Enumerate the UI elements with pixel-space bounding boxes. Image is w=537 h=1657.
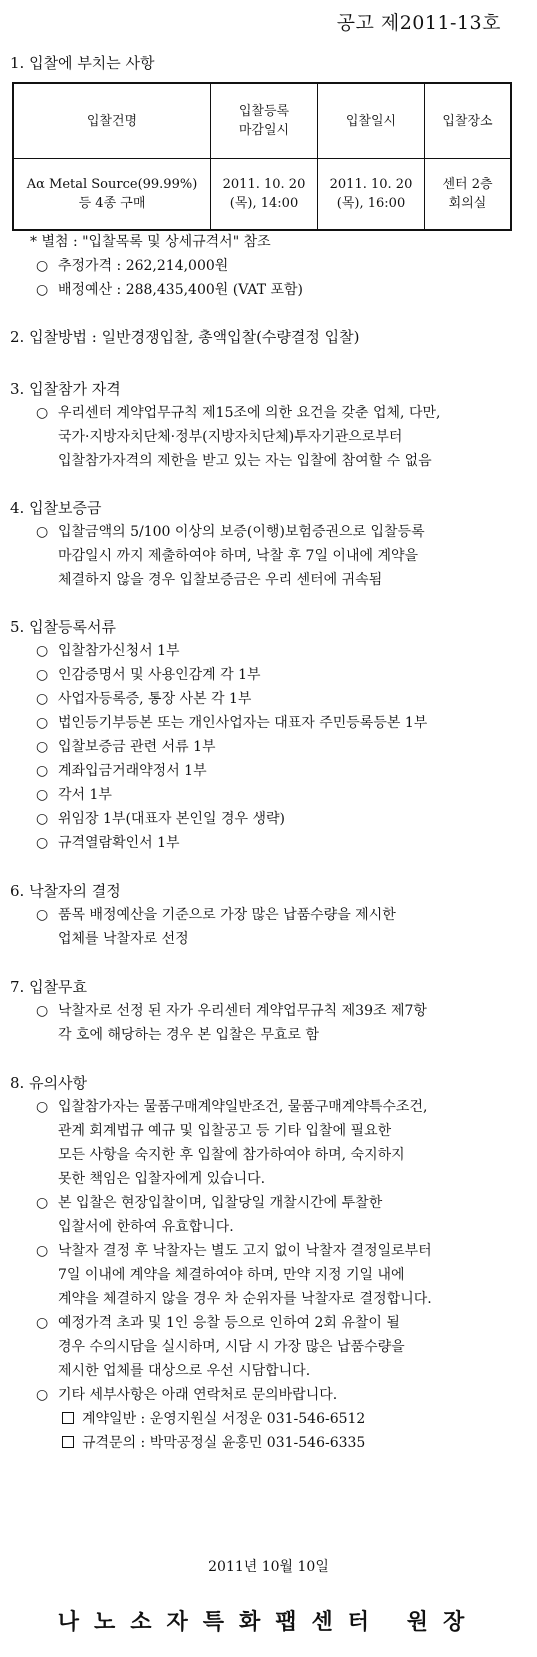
list-item-text: 입찰참가신청서 1부 bbox=[58, 643, 180, 659]
bullet-circle-icon: ○ bbox=[36, 739, 49, 755]
bullet-circle-icon: ○ bbox=[36, 1243, 49, 1259]
list-item-continuation: 7일 이내에 계약을 체결하여야 하며, 만약 지정 기일 내에 bbox=[58, 1267, 405, 1283]
header-item-name bbox=[13, 83, 211, 159]
list-item-continuation: 마감일시 까지 제출하여야 하며, 낙찰 후 7일 이내에 계약을 bbox=[58, 548, 419, 564]
section-6-title: 6. 낙찰자의 결정 bbox=[10, 882, 121, 900]
list-item bbox=[36, 784, 112, 804]
list-item-text: 본 입찰은 현장입찰이며, 입찰당일 개찰시간에 투찰한 bbox=[58, 1195, 383, 1211]
list-item-text: 낙찰자 결정 후 낙찰자는 별도 고지 없이 낙찰자 결정일로부터 bbox=[58, 1243, 432, 1259]
list-item-text: 법인등기부등본 또는 개인사업자는 대표자 주민등록등본 1부 bbox=[58, 715, 428, 731]
bullet-circle-icon: ○ bbox=[36, 811, 49, 827]
bullet-circle-icon: ○ bbox=[36, 405, 49, 421]
header-registration-deadline bbox=[211, 83, 318, 159]
bullet-circle-icon: ○ bbox=[36, 907, 49, 923]
list-item-continuation: 제시한 업체를 대상으로 우선 시담합니다. bbox=[58, 1363, 311, 1379]
organization-signature: 나노소자특화팹센터 원장 bbox=[57, 1609, 480, 1635]
bullet-circle-icon: ○ bbox=[36, 258, 49, 274]
section-3-title: 3. 입찰참가 자격 bbox=[10, 380, 121, 398]
list-item-text: 계좌입금거래약정서 1부 bbox=[58, 763, 207, 779]
bullet-circle-icon: ○ bbox=[36, 1195, 49, 1211]
cell-bid-place bbox=[425, 159, 512, 231]
table-row bbox=[13, 159, 511, 231]
estimated-price: 추정가격 : 262,214,000원 bbox=[58, 258, 229, 274]
list-item-continuation: 입찰서에 한하여 유효합니다. bbox=[58, 1219, 234, 1235]
list-item-text: 입찰금액의 5/100 이상의 보증(이행)보험증권으로 입찰등록 bbox=[58, 524, 425, 540]
cell-text: Aα Metal Source(99.99%) 등 4종 구매 bbox=[26, 177, 198, 211]
list-item-continuation: 관계 회계법규 예규 및 입찰공고 등 기타 입찰에 필요한 bbox=[58, 1123, 392, 1139]
bullet-circle-icon: ○ bbox=[36, 1003, 49, 1019]
list-item-continuation: 체결하지 않을 경우 입찰보증금은 우리 센터에 귀속됨 bbox=[58, 572, 383, 588]
list-item-text: 기타 세부사항은 아래 연락처로 문의바랍니다. bbox=[58, 1387, 338, 1403]
list-item bbox=[36, 688, 251, 708]
bullet-circle-icon: ○ bbox=[36, 1099, 49, 1115]
list-item-continuation: 국가·지방자치단체·정부(지방자치단체)투자기관으로부터 bbox=[58, 429, 403, 445]
bullet-circle-icon: ○ bbox=[36, 835, 49, 851]
list-item bbox=[36, 1000, 427, 1020]
list-item bbox=[36, 255, 228, 275]
cell-text: 입찰등록 마감일시 bbox=[238, 104, 290, 138]
list-item bbox=[36, 736, 216, 756]
bullet-circle-icon: ○ bbox=[36, 524, 49, 540]
header-bid-datetime bbox=[318, 83, 425, 159]
cell-text: 입찰건명 bbox=[86, 113, 138, 129]
list-item bbox=[36, 1096, 427, 1116]
list-item bbox=[36, 1240, 432, 1260]
list-item-text: 예정가격 초과 및 1인 응찰 등으로 인하여 2회 유찰이 될 bbox=[58, 1315, 400, 1331]
cell-item-name bbox=[13, 159, 211, 231]
bullet-circle-icon: ○ bbox=[36, 787, 49, 803]
list-item-text: 낙찰자로 선정 된 자가 우리센터 계약업무규칙 제39조 제7항 bbox=[58, 1003, 427, 1019]
cell-bid-datetime bbox=[318, 159, 425, 231]
list-item-text: 입찰보증금 관련 서류 1부 bbox=[58, 739, 216, 755]
section-1-title: 1. 입찰에 부치는 사항 bbox=[10, 54, 155, 72]
list-item-continuation: 계약을 체결하지 않을 경우 차 순위자를 낙찰자로 결정합니다. bbox=[58, 1291, 432, 1307]
list-item-continuation: 각 호에 해당하는 경우 본 입찰은 무효로 함 bbox=[58, 1027, 320, 1043]
bullet-circle-icon: ○ bbox=[36, 667, 49, 683]
cell-text: 입찰일시 bbox=[345, 113, 397, 129]
list-item-continuation: 못한 책임은 입찰자에게 있습니다. bbox=[58, 1171, 266, 1187]
list-item bbox=[36, 640, 180, 660]
contact-item bbox=[62, 1408, 365, 1428]
list-item bbox=[36, 402, 440, 422]
bullet-circle-icon: ○ bbox=[36, 643, 49, 659]
bullet-circle-icon: ○ bbox=[36, 715, 49, 731]
contact-text: 계약일반 : 운영지원실 서정운 031-546-6512 bbox=[82, 1411, 366, 1427]
section-5-title: 5. 입찰등록서류 bbox=[10, 618, 117, 636]
list-item-continuation: 경우 수의시담을 실시하며, 시담 시 가장 많은 납품수량을 bbox=[58, 1339, 405, 1355]
list-item bbox=[36, 904, 396, 924]
list-item-text: 입찰참가자는 물품구매계약일반조건, 물품구매계약특수조건, bbox=[58, 1099, 428, 1115]
list-item-text: 규격열람확인서 1부 bbox=[58, 835, 180, 851]
list-item-continuation: 입찰참가자격의 제한을 받고 있는 자는 입찰에 참여할 수 없음 bbox=[58, 453, 432, 469]
contact-item bbox=[62, 1432, 365, 1452]
list-item-text: 우리센터 계약업무규칙 제15조에 의한 요건을 갖춘 업체, 다만, bbox=[58, 405, 441, 421]
list-item-text: 인감증명서 및 사용인감계 각 1부 bbox=[58, 667, 261, 683]
checkbox-square-icon bbox=[62, 1436, 74, 1448]
section-8-title: 8. 유의사항 bbox=[10, 1074, 88, 1092]
list-item bbox=[36, 1192, 382, 1212]
list-item bbox=[36, 832, 180, 852]
bullet-circle-icon: ○ bbox=[36, 1315, 49, 1331]
notice-number: 공고 제2011-13호 bbox=[336, 12, 501, 34]
contact-text: 규격문의 : 박막공정실 윤홍민 031-546-6335 bbox=[82, 1435, 366, 1451]
list-item bbox=[36, 760, 207, 780]
list-item-text: 각서 1부 bbox=[58, 787, 112, 803]
cell-text: 센터 2층 회의실 bbox=[442, 177, 493, 211]
list-item bbox=[36, 808, 285, 828]
allocated-budget: 배정예산 : 288,435,400원 (VAT 포함) bbox=[58, 282, 304, 298]
list-item-continuation: 모든 사항을 숙지한 후 입찰에 참가하여야 하며, 숙지하지 bbox=[58, 1147, 405, 1163]
bullet-circle-icon: ○ bbox=[36, 763, 49, 779]
list-item bbox=[36, 1312, 400, 1332]
notice-date: 2011년 10월 10일 bbox=[208, 1559, 329, 1575]
table-header-row bbox=[13, 83, 511, 159]
section-7-title: 7. 입찰무효 bbox=[10, 978, 88, 996]
cell-text: 2011. 10. 20 (목), 14:00 bbox=[222, 177, 306, 211]
checkbox-square-icon bbox=[62, 1412, 74, 1424]
cell-text: 입찰장소 bbox=[442, 113, 493, 129]
list-item bbox=[36, 521, 425, 541]
list-item-text: 사업자등록증, 통장 사본 각 1부 bbox=[58, 691, 252, 707]
list-item bbox=[36, 664, 261, 684]
bullet-circle-icon: ○ bbox=[36, 1387, 49, 1403]
attachment-note: * 별첨 : "입찰목록 및 상세규격서" 참조 bbox=[30, 234, 271, 250]
bullet-circle-icon: ○ bbox=[36, 282, 49, 298]
header-bid-place bbox=[425, 83, 512, 159]
section-2-title: 2. 입찰방법 : 일반경쟁입찰, 총액입찰(수량결정 입찰) bbox=[10, 328, 360, 346]
list-item bbox=[36, 279, 303, 299]
bullet-circle-icon: ○ bbox=[36, 691, 49, 707]
bid-items-table bbox=[12, 82, 512, 231]
section-4-title: 4. 입찰보증금 bbox=[10, 499, 102, 517]
list-item-text: 품목 배정예산을 기준으로 가장 많은 납품수량을 제시한 bbox=[58, 907, 396, 923]
list-item bbox=[36, 712, 427, 732]
cell-registration-deadline bbox=[211, 159, 318, 231]
cell-text: 2011. 10. 20 (목), 16:00 bbox=[329, 177, 413, 211]
list-item-continuation: 업체를 낙찰자로 선정 bbox=[58, 931, 189, 947]
list-item-text: 위임장 1부(대표자 본인일 경우 생략) bbox=[58, 811, 285, 827]
list-item bbox=[36, 1384, 337, 1404]
